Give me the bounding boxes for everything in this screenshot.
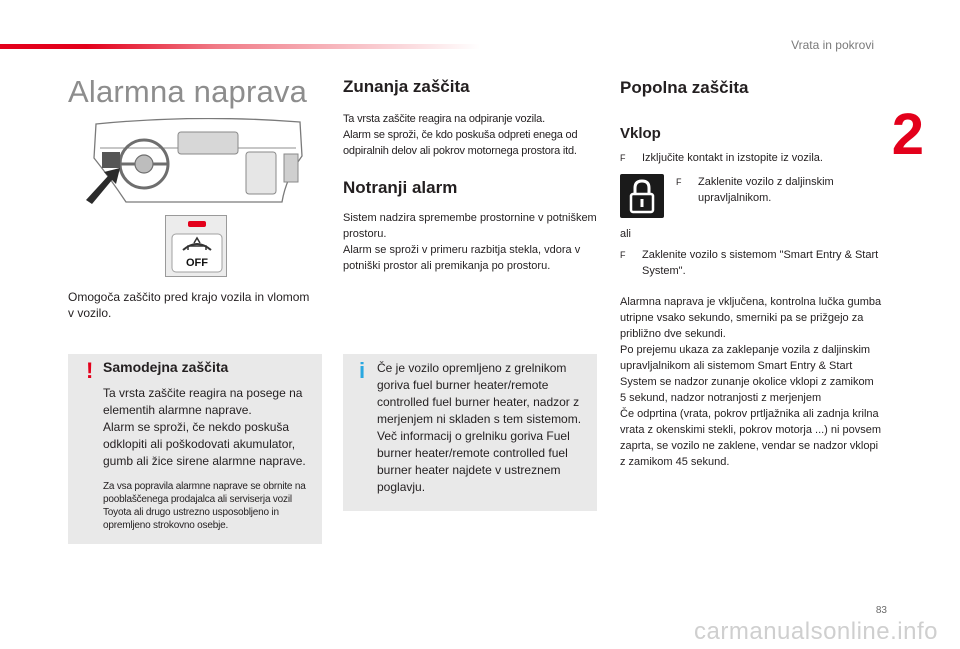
info-icon: i: [359, 358, 366, 383]
step-1-text: Izključite kontakt in izstopite iz vozila.: [642, 152, 823, 164]
external-protection-title: Zunanja zaščita: [343, 77, 470, 96]
warning-icon: !: [86, 358, 94, 383]
activation-subtitle: Vklop: [620, 125, 661, 142]
lock-icon: [620, 174, 664, 218]
step-3-text: Zaklenite vozilo s sistemom "Smart Entry & Start System".: [642, 249, 879, 277]
info-box: [343, 354, 597, 511]
off-label: OFF: [186, 257, 208, 269]
warning-box-note: Za vsa popravila alarmne naprave se obrnite na pooblaščenega prodajalca ali serviserja vozil Toyota ali drugo ustrezno usposobljeno in opremljeno strokovno osebje.: [103, 481, 306, 531]
intro-text: Omogoča zaščito pred krajo vozila in vlomom v vozilo.: [68, 290, 310, 320]
full-protection-title: Popolna zaščita: [620, 78, 749, 97]
bullet-marker: F: [676, 177, 682, 187]
step-2-text: Zaklenite vozilo z daljinskim upravljalnikom.: [698, 176, 834, 204]
alarm-button-icon: [165, 215, 227, 277]
chapter-number: 2: [891, 102, 924, 167]
watermark: carmanualsonline.info: [694, 618, 938, 645]
warning-box: [68, 354, 322, 544]
page-title: Alarmna naprava: [68, 74, 308, 109]
page-number: 83: [875, 605, 887, 616]
section-title: Vrata in pokrovi: [791, 38, 874, 52]
external-protection-text: Ta vrsta zaščite reagira na odpiranje vozila. Alarm se sproži, če kdo poskuša odpreti enega od odpiralnih delov ali pokrov motornega prostora itd.: [343, 113, 578, 157]
activation-description: Alarmna naprava je vključena, kontrolna lučka gumba utripne vsako sekundo, smerniki pa se prižgejo za približno dve sekundi. Po prejemu ukaza za zaklepanje vozila z daljinskim upravljalnikom ali sistemom Smart Entry & Start System se nadzor zunanje okolice vklopi z zamikom 5 sekund, nadzor notranjosti z merjenjem Če odprtina (vrata, pokrov prtljažnika ali zadnja krilna vrata z okenskimi stekli, pokrov motorja ...) ni povsem zaprta, se vozilo ne zaklene, vendar se nadzor vklopi z zamikom 45 sekund.: [620, 296, 882, 468]
header-color-bar: [0, 44, 480, 49]
warning-box-text: Ta vrsta zaščite reagira na posege na elementih alarmne naprave. Alarm se sproži, če nekdo poskuša odklopiti ali poškodovati akumulator, gumb ali žice sirene alarmne naprave.: [103, 386, 306, 468]
or-text: ali: [620, 228, 632, 240]
internal-alarm-title: Notranji alarm: [343, 178, 458, 197]
bullet-marker: F: [620, 250, 626, 260]
bullet-marker: F: [620, 153, 626, 163]
info-box-text: Če je vozilo opremljeno z grelnikom goriva fuel burner heater/remote controlled fuel burner heater, nadzor z merjenjem ni skladen s tem sistemom. Več informacij o grelniku goriva Fuel burner heater/remote controlled fuel burner heater najdete v ustreznem poglavju.: [377, 361, 582, 494]
internal-alarm-text: Sistem nadzira spremembe prostornine v potniškem prostoru. Alarm se sproži v primeru razbitja stekla, vdora v potniški prostor ali premikanja po prostoru.: [343, 212, 597, 272]
dashboard-illustration: [86, 118, 308, 204]
warning-box-title: Samodejna zaščita: [103, 359, 229, 375]
